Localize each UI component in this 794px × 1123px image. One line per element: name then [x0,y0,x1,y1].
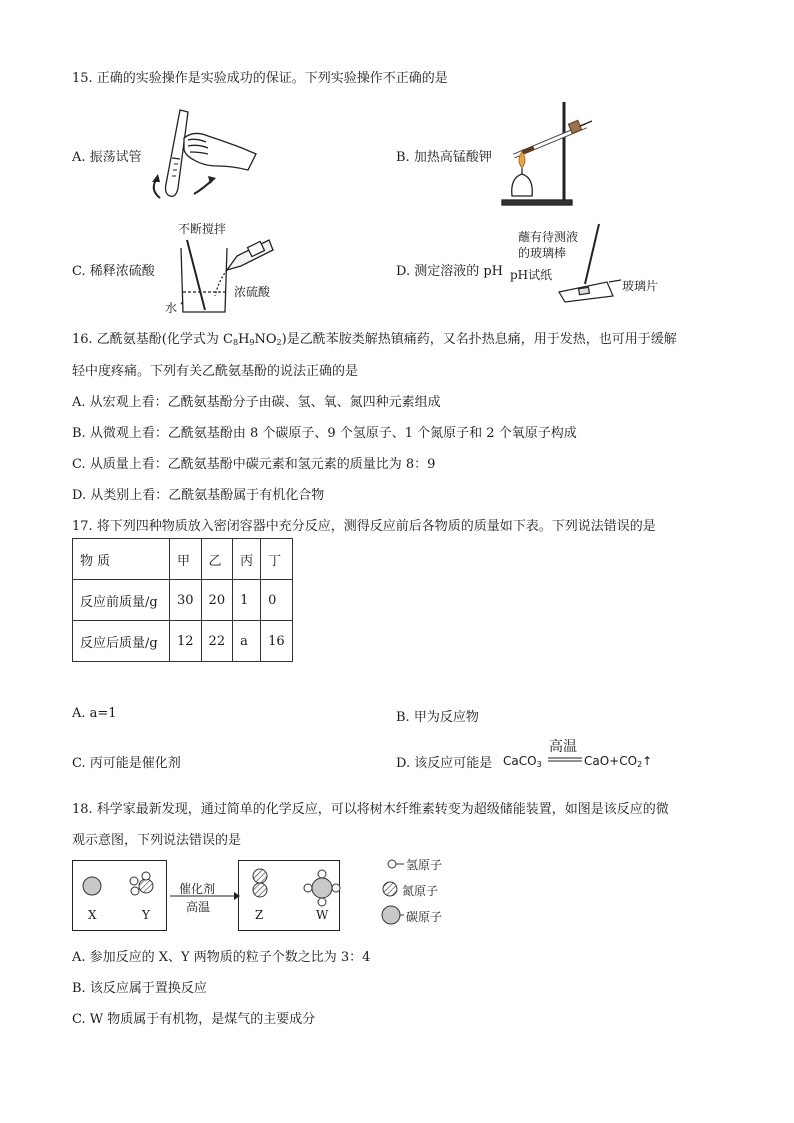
reaction-micro-diagram [72,856,372,934]
q18-option-a: A. 参加反应的 X、Y 两物质的粒子个数之比为 3：4 [72,950,371,965]
glass-slide-label: 玻璃片 [622,279,659,293]
heating-kmno4-illustration [500,100,600,208]
stir-label: 不断搅拌 [178,222,227,236]
ph-test-illustration [555,222,625,304]
label-x: X [88,908,97,922]
q17-option-d: D. 该反应可能是 [396,756,493,771]
hydrogen-atom [130,877,138,885]
condition-high-temp: 高温 [186,900,211,914]
table-cell: 丁 [261,539,293,580]
label-w: W [316,908,329,922]
q17-mass-table [72,538,293,662]
nitrogen-legend-icon [383,882,397,896]
nitrogen-atom [253,869,267,883]
label-z: Z [255,908,264,922]
legend-carbon: 碳原子 [406,910,443,924]
q16-option-b: B. 从微观上看：乙酰氨基酚由 8 个碳原子、9 个氢原子、1 个氮原子和 2 个氧原子构成 [72,426,577,441]
q16-stem-line1: 16. 乙酰氨基酚(化学式为 $C_8H_9NO_2$)是乙酰苯胺类解热镇痛药，又名扑热息痛，用于发热，也可用于缓解 [72,332,677,347]
table-cell: 反应前质量/g [73,580,170,621]
q17-d-reactant: CaCO$_3$ [503,754,542,769]
hydrogen-atom [318,898,326,906]
q18-stem-line2: 观示意图，下列说法错误的是 [72,833,242,848]
q17-d-condition: 高温 [549,739,577,755]
hydrogen-atom [131,887,139,895]
acid-label: 浓硫酸 [234,285,271,299]
q16-option-d: D. 从类别上看：乙酰氨基酚属于有机化合物 [72,488,325,503]
q17-option-b: B. 甲为反应物 [396,710,479,725]
carbon-atom [83,877,101,895]
dilute-acid-illustration [175,236,275,318]
label-y: Y [142,908,150,922]
hydrogen-atom [304,884,312,892]
table-cell: 反应后质量/g [73,621,170,662]
q15-option-a: A. 振荡试管 [72,150,142,165]
table-cell: 22 [201,621,233,662]
q16-option-c: C. 从质量上看：乙酰氨基酚中碳元素和氢元素的质量比为 8：9 [72,457,436,472]
carbon-legend-icon [382,906,400,924]
q15-option-b: B. 加热高锰酸钾 [396,150,492,165]
hydrogen-atom [318,870,326,878]
table-header-row [73,539,293,580]
table-cell: 12 [170,621,202,662]
table-cell: 丙 [233,539,261,580]
water-label: 水 [165,301,178,315]
table-cell: 30 [170,580,202,621]
table-cell: 20 [201,580,233,621]
table-row [73,580,293,621]
table-cell: 16 [261,621,293,662]
q15-option-c: C. 稀释浓硫酸 [72,264,155,279]
nitrogen-atom [253,883,267,897]
table-cell: a [233,621,261,662]
q17-d-products: $CaO+CO_2↑$ [584,754,653,769]
ph-paper-label: pH试纸 [510,268,553,282]
q18-stem-line1: 18. 科学家最新发现，通过简单的化学反应，可以将树木纤维素转变为超级储能装置，如图是该反应的微 [72,802,669,817]
nitrogen-atom [139,879,153,893]
q17-option-a: A. a=1 [72,706,117,721]
table-cell: 物 质 [73,539,170,580]
q18-option-b: B. 该反应属于置换反应 [72,981,207,996]
shaking-test-tube-illustration [148,108,260,204]
q15-option-d: D. 测定溶液的 pH [396,264,504,279]
q18-option-c: C. W 物质属于有机物，是煤气的主要成分 [72,1012,316,1027]
q16-stem-line2: 轻中度疼痛。下列有关乙酰氨基酚的说法正确的是 [72,364,359,379]
legend-nitrogen: 氮原子 [402,884,439,898]
rod-label-line1: 蘸有待测液 [518,230,579,244]
rod-label-line2: 的玻璃棒 [518,246,567,260]
hydrogen-atom [332,884,340,892]
q17-stem: 17. 将下列四种物质放入密闭容器中充分反应，测得反应前后各物质的质量如下表。下列说法错误的是 [72,519,656,534]
carbon-atom [312,878,332,898]
hydrogen-atom [142,872,150,880]
table-cell: 0 [261,580,293,621]
q16-option-a: A. 从宏观上看：乙酰氨基酚分子由碳、氢、氧、氮四种元素组成 [72,395,441,410]
condition-catalyst: 催化剂 [179,882,216,896]
q17-option-c: C. 丙可能是催化剂 [72,756,181,771]
legend-hydrogen: 氢原子 [406,858,443,872]
q15-stem: 15. 正确的实验操作是实验成功的保证。下列实验操作不正确的是 [72,71,448,86]
table-row [73,621,293,662]
table-cell: 乙 [201,539,233,580]
table-cell: 甲 [170,539,202,580]
table-cell: 1 [233,580,261,621]
equation-equals-sign [548,757,582,763]
hydrogen-legend-icon [388,860,396,868]
